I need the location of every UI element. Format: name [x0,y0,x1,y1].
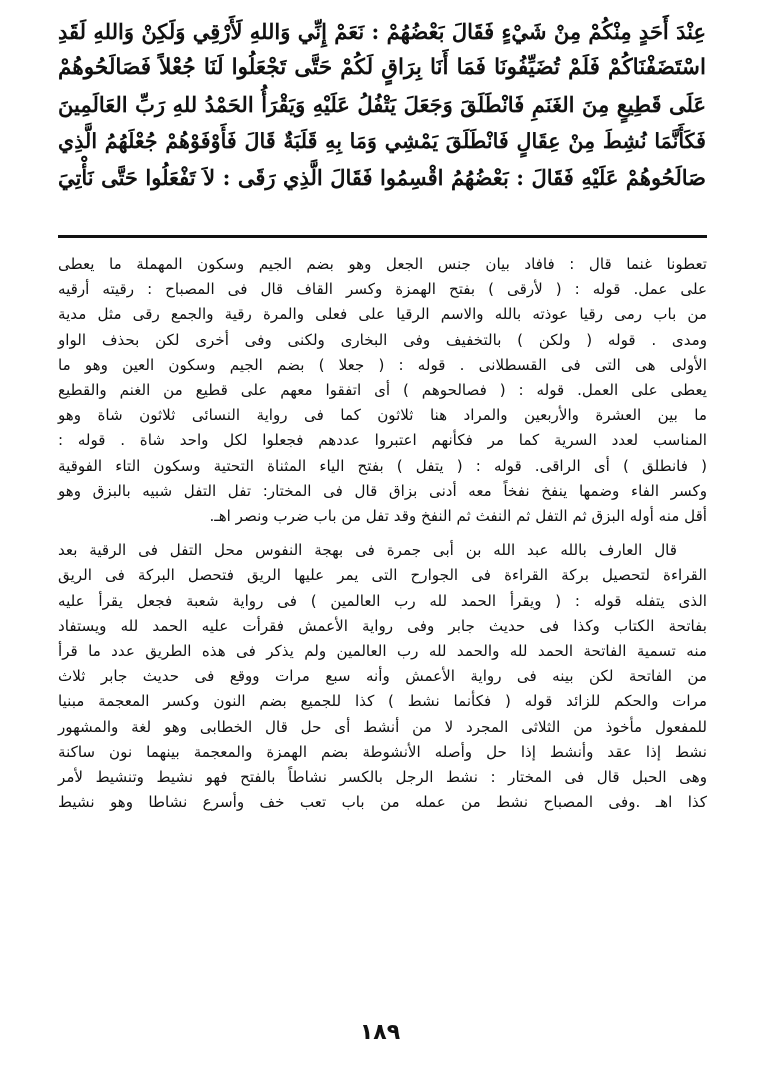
commentary-line: للمفعول مأخوذ من الثلاثى المجرد لا من أنشط أى حل قال الخطابى وهو لغة والمشهور [58,717,707,736]
commentary-line: المناسب لعدد السرية كما مر فكأنهم اعتبروا عددهم فجعلوا لكل واحد شاة . قوله : [58,431,707,450]
separator-rule [58,235,707,238]
commentary-line: من باب رمى رقيا عوذته بالله والاسم الرقيا على فعلى والمرة رقية والجمع رقى مثل مدية [58,305,707,324]
commentary-line: وهى الحبل قال فى المختار : نشط الرجل بالكسر نشاطاً بالفتح فهو نشيط وتنشيط لأمر [58,768,707,787]
commentary-line: القراءة لتحصيل بركة القراءة فى الجوارح التى يمر عليها الريق فتحصل البركة فى الريق [58,566,707,585]
commentary-paragraph [58,252,707,529]
hadith-line: اسْتَضَفْنَاكُمْ فَلَمْ تُضَيِّفُونَا فَمَا أَنَا بِرَاقٍ لَكُمْ حَتَّى تَجْعَلُوا لَنَا جُعْلاً فَصَالَحُوهُمْ [58,55,706,81]
commentary-line: ما بين العشرة والأربعين والمراد هنا ثلاثون كما فى رواية النسائى ثلاثون شاة وهو [58,406,707,425]
commentary-line: على عمل. قوله : ( لأرقى ) بفتح الهمزة وكسر القاف قال فى المصباح : رقيته أرقيه [58,280,707,299]
paragraph-gap [58,529,707,538]
commentary-block [58,252,707,815]
commentary-line: أقل منه أوله البزق ثم التفل ثم النفث ثم النفخ وقد تفل من باب ضرب ونصر اهـ. [209,507,707,526]
commentary-line: وكسر الفاء وضمها ينفخ نفخاً معه أدنى بزاق قال فى المختار: تفل التفل شبيه بالبزق وهو [58,481,707,500]
commentary-paragraph [58,538,707,815]
hadith-line: صَالَحُوهُمْ عَلَيْهِ فَقَالَ : بَعْضُهُمُ اقْسِمُوا فَقَالَ الَّذِي رَقَى : لاَ تَفْعَلُوا حَتَّى نَأْتِيَ [58,164,706,190]
commentary-line: كذا اهـ .وفى المصباح نشط من عمله من باب تعب خف وأسرع نشاطا وهو نشيط [58,793,707,812]
hadith-line: عِنْدَ أَحَدٍ مِنْكُمْ مِنْ شَيْءٍ فَقَالَ بَعْضُهُمْ : نَعَمْ إِنِّي وَاللهِ لَأَرْقِي وَلَكِنْ وَاللهِ لَقَدِ [58,19,706,44]
commentary-line: ( فانطلق ) أى الراقى. قوله : ( يتفل ) بفتح الياء المثناة التحتية وسكون التاء الفوقية [58,456,707,475]
commentary-line: نشط إذا عقد وأنشط إذا حل وأصله الأنشوطة بضم الهمزة والمعجمة بينهما نون ساكنة [58,742,707,761]
commentary-line: منه تسمية الفاتحة الحمد لله والحمد لله رب العالمين ولم يذكر فى هذه الطريق عدد ما قرأ [58,642,707,661]
commentary-line: تعطونا غنما قال : فافاد بيان جنس الجعل وهو بضم الجيم وسكون المهملة ما يعطى [58,255,707,273]
commentary-line: مرات والحكم للزائد قوله ( فكأنما نشط ) كذا للجميع بضم النون وكسر المعجمة مبنيا [58,692,707,711]
hadith-line: فَكَأَنَّمَا نُشِطَ مِنْ عِقَالٍ فَانْطَلَقَ يَمْشِي وَمَا بِهِ قَلَبَةٌ قَالَ فَأَوْفَوْهُمْ جُعْلَهُمُ الَّذِي [58,129,706,154]
commentary-line: يعطى على العمل. قوله : ( فصالحوهم ) أى اتفقوا معهم على قطيع من الغنم والقطيع [58,381,707,400]
commentary-line: من الفاتحة لكن بينه فى رواية الأعمش وأنه سبع مرات ووقع فى حديث جابر ثلاث [58,667,707,686]
commentary-line: قال العارف بالله عبد الله بن أبى جمرة فى بهجة النفوس محل التفل فى الرقية بعد [58,541,677,560]
commentary-line: الذى يتفله قوله : ( ويقرأ الحمد لله رب العالمين ) فى رواية شعبة فجعل يقرأ عليه [58,591,707,610]
page-number: ١٨٩ [359,1020,401,1045]
commentary-line: الأولى هى التى فى القسطلانى . قوله : ( جعلا ) بضم الجيم وسكون العين وهو ما [58,355,707,374]
commentary-line: بفاتحة الكتاب وكذا فى حديث جابر وفى رواية الأعمش فقرأت عليه الحمد لله ويستفاد [58,616,707,635]
hadith-text-block [58,14,706,196]
hadith-line: عَلَى قَطِيعٍ مِنَ الغَنَمِ فَانْطَلَقَ وَجَعَلَ يَتْفُلُ عَلَيْهِ وَيَقْرَأُ الحَمْدُ للهِ رَبِّ العَالَمِينَ [58,91,706,117]
commentary-line: ومدى . قوله ( ولكن ) بالتخفيف وفى البخارى ولكنى وفى أخرى لكن بحذف الواو [58,330,707,349]
